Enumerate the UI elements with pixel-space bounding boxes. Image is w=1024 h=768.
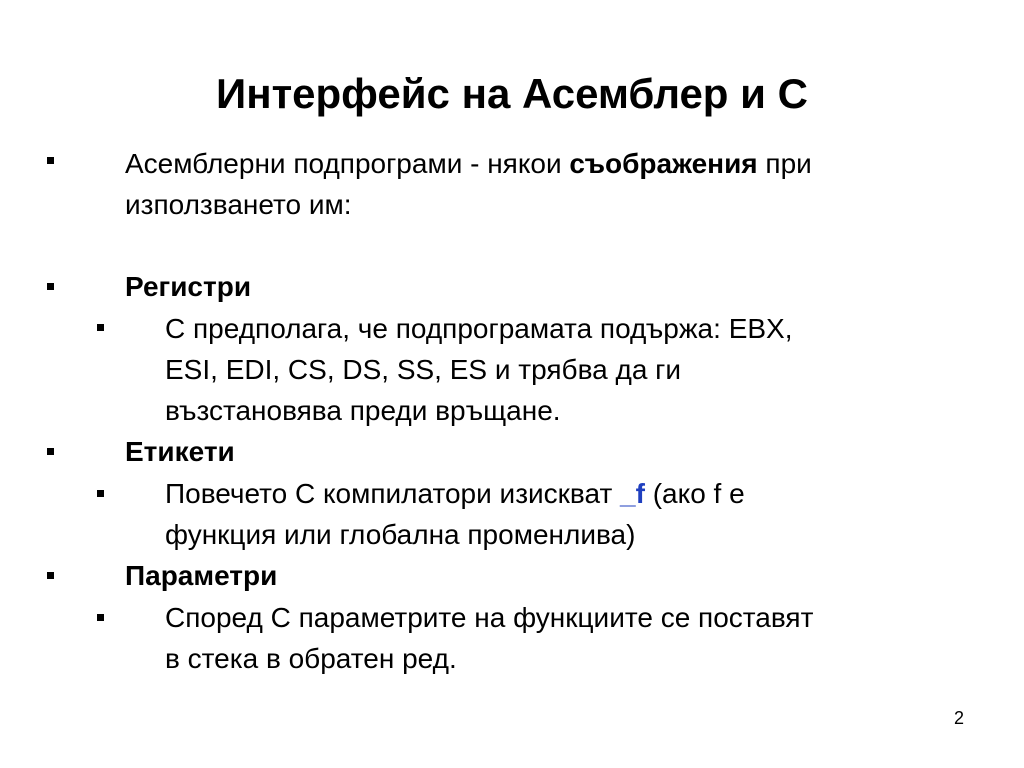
registers-line3: възстановява преди връщане. — [165, 395, 561, 426]
parameters-line2: в стека в обратен ред. — [165, 643, 457, 674]
bullet-marker-registers — [47, 283, 54, 290]
section-heading-labels: Етикети — [125, 436, 235, 467]
registers-line1: С предполага, че подпрограмата подържа: EBX, — [165, 313, 793, 344]
intro-part2: при — [757, 148, 812, 179]
registers-line2: ESI, EDI, CS, DS, SS, ES и трябва да ги — [165, 354, 682, 385]
sub-bullet-marker-parameters — [97, 614, 104, 621]
labels-line2: функция или глобална променлива) — [165, 519, 636, 550]
sub-bullet-marker-labels — [97, 490, 104, 497]
page-number: 2 — [953, 708, 964, 728]
labels-line1-part1: Повечето С компилатори изискват — [165, 478, 621, 509]
sub-bullet-marker-registers — [97, 324, 104, 331]
intro-part1: Асемблерни подпрограми - някои — [125, 148, 570, 179]
section-detail-labels — [165, 473, 985, 555]
slide-title: Интерфейс на Асемблер и С — [216, 70, 808, 117]
intro-line2: използването им: — [125, 189, 352, 220]
parameters-line1: Според С параметрите на функциите се поставят — [165, 602, 814, 633]
section-heading-registers: Регистри — [125, 271, 252, 302]
intro-bold: съображения — [569, 148, 758, 179]
labels-line1-part2: (ако f е — [644, 478, 745, 509]
bullet-marker-intro — [47, 157, 54, 164]
bullet-marker-parameters — [47, 572, 54, 579]
section-detail-registers — [165, 308, 985, 431]
bullet-marker-labels — [47, 448, 54, 455]
section-detail-parameters — [165, 597, 995, 679]
section-heading-parameters: Параметри — [125, 560, 278, 591]
labels-code-underscore-f: _f — [620, 478, 645, 509]
intro-text — [125, 143, 985, 225]
